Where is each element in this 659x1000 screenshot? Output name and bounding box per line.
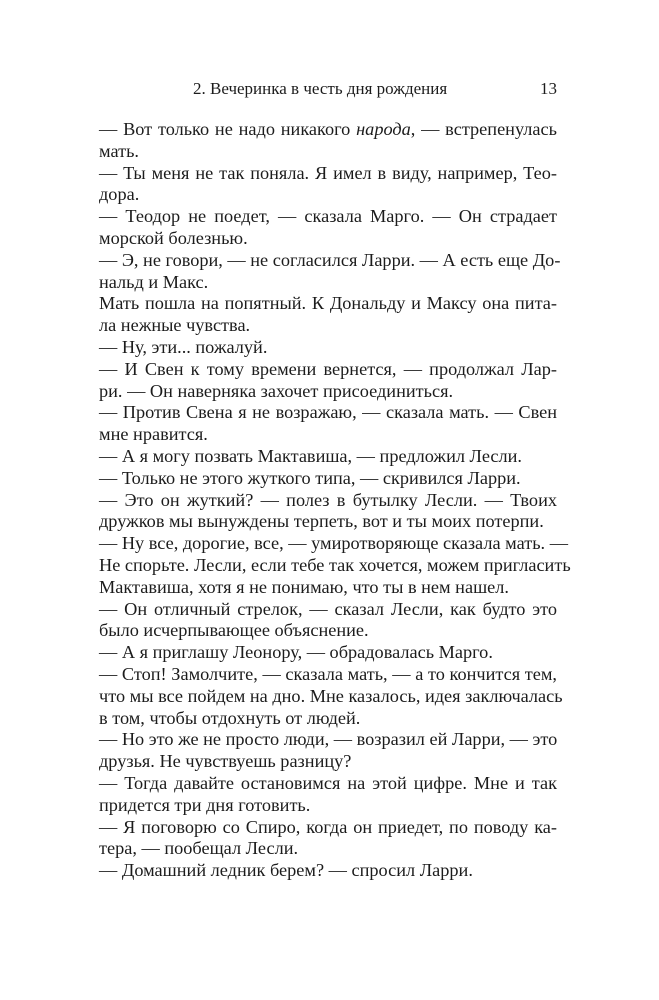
text-line: — И Свен к тому времени вернется, — продолжал Лар- <box>99 358 557 379</box>
text-line: придется три дня готовить. <box>99 794 311 815</box>
running-head <box>193 77 557 101</box>
text-line: — Э, не говори, — не согласился Ларри. — А есть еще До- <box>99 249 561 270</box>
text-line: — Против Свена я не возражаю, — сказала мать. — Свен <box>99 402 557 423</box>
text-line: — Ну все, дорогие, все, — умиротворяюще сказала мать. — <box>99 533 568 554</box>
text-line: Не спорьте. Лесли, если тебе так хочется, можем пригласить <box>99 554 571 575</box>
emphasis-word: народа <box>356 119 411 139</box>
text-line: друзья. Не чувствуешь разницу? <box>99 751 352 772</box>
text-line: было исчерпывающее объяснение. <box>99 620 369 641</box>
text-line: дружков мы вынуждены терпеть, вот и ты моих потерпи. <box>99 511 544 532</box>
text-line: Мактавиша, хотя я не понимаю, что ты в нем нашел. <box>99 576 509 597</box>
text-line: морской болезнью. <box>99 227 248 248</box>
text-line: — Стоп! Замолчите, — сказала мать, — а то кончится тем, <box>99 663 557 684</box>
text-line: — А я приглашу Леонору, — обрадовалась Марго. <box>99 642 493 663</box>
text-line: — Он отличный стрелок, — сказал Лесли, как будто это <box>99 598 557 619</box>
text-line: мать. <box>99 140 139 161</box>
text-line: ла нежные чувства. <box>99 315 251 336</box>
text-line: — Домашний ледник берем? — спросил Ларри. <box>99 860 473 881</box>
body-text <box>99 119 571 882</box>
text-line: — Только не этого жуткого типа, — скривился Ларри. <box>99 467 521 488</box>
text-line: ри. — Он наверняка захочет присоединиться. <box>99 380 454 401</box>
text-line: — Я поговорю со Спиро, когда он приедет, по поводу ка- <box>99 816 557 837</box>
chapter-running-title: 2. Вечеринка в честь дня рождения <box>193 79 448 98</box>
text-line: — Вот только не надо никакого народа, — встрепенулась <box>99 119 557 139</box>
text-line: — Это он жуткий? — полез в бутылку Лесли. — Твоих <box>99 489 557 510</box>
text-line: дора. <box>99 184 140 205</box>
text-line: в том, чтобы отдохнуть от людей. <box>99 707 361 728</box>
page-number: 13 <box>540 79 557 98</box>
text-line: мне нравится. <box>99 424 208 445</box>
text-line: — Теодор не поедет, — сказала Марго. — Он страдает <box>99 206 557 227</box>
text-line: — Ты меня не так поняла. Я имел в виду, например, Тео- <box>99 162 557 183</box>
text-line: что мы все пойдем на дно. Мне казалось, идея заключалась <box>99 685 563 706</box>
text-line: — Ну, эти... пожалуй. <box>99 336 268 357</box>
text-line: тера, — пообещал Лесли. <box>99 838 299 859</box>
text-line: — А я могу позвать Мактавиша, — предложил Лесли. <box>99 445 522 466</box>
text-line: нальд и Макс. <box>99 271 209 292</box>
text-line: — Тогда давайте остановимся на этой цифре. Мне и так <box>99 772 557 793</box>
text-line: — Но это же не просто люди, — возразил ей Ларри, — это <box>99 729 558 750</box>
text-line: Мать пошла на попятный. К Дональду и Максу она пита- <box>99 293 557 314</box>
